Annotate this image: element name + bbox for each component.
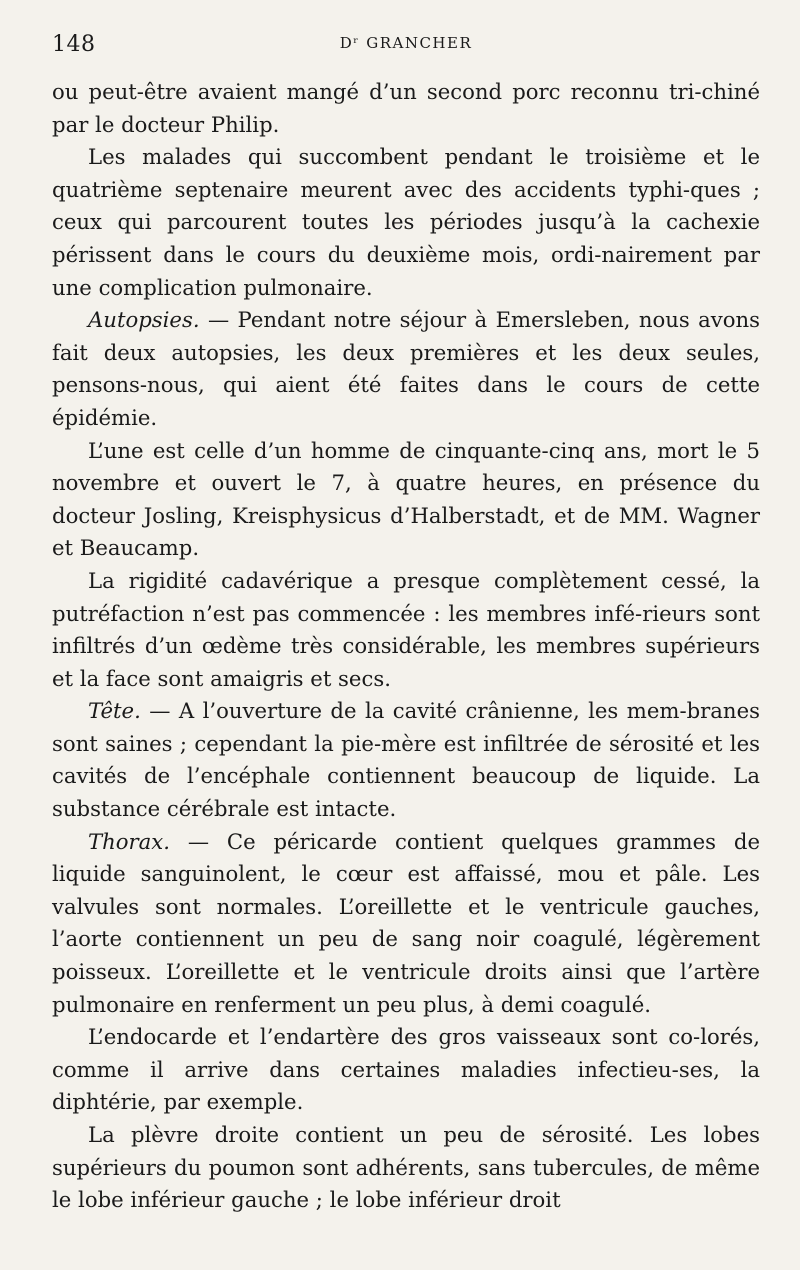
paragraph	[52, 1021, 760, 1119]
section-lead: Thorax.	[88, 828, 170, 854]
paragraph-text: Les malades qui succombent pendant le troisième et le quatrième septenaire meurent avec des accidents typhi-ques ; ceux qui parcourent toutes les périodes jusqu’à la cachexie périssent dans le cours du deuxième mois, ordi-nairement par une complication pulmonaire.	[52, 144, 760, 300]
paragraph-text: La plèvre droite contient un peu de sérosité. Les lobes supérieurs du poumon sont adhérents, sans tubercules, de même le lobe inférieur gauche ; le lobe inférieur droit	[52, 1122, 760, 1213]
paragraph	[52, 141, 760, 304]
body-text	[52, 76, 760, 1217]
paragraph	[52, 304, 760, 434]
paragraph-text: L’une est celle d’un homme de cinquante-cinq ans, mort le 5 novembre et ouvert le 7, à quatre heures, en présence du docteur Josling, Kreisphysicus d’Halberstadt, et de MM. Wagner et Beaucamp.	[52, 437, 760, 561]
paragraph	[52, 435, 760, 565]
running-title: Dʳ GRANCHER	[339, 34, 473, 52]
running-head	[52, 30, 760, 70]
paragraph	[52, 76, 760, 141]
paragraph-text: — Pendant notre séjour à Emersleben, nous avons fait deux autopsies, les deux premières et les deux seules, pensons-nous, qui aient été faites dans le cours de cette épidémie.	[52, 307, 760, 430]
paragraph-text: — Ce péricarde contient quelques grammes de liquide sanguinolent, le cœur est affaissé, mou et pâle. Les valvules sont normales. L’oreillette et le ventricule gauches, l’aorte contiennent un peu de sang noir coagulé, légèrement poisseux. L’oreillette et le ventricule droits ainsi que l’artère pulmonaire en renferment un peu plus, à demi coagulé.	[52, 828, 760, 1017]
paragraph	[52, 826, 760, 1022]
section-lead: Autopsies.	[88, 307, 200, 333]
paragraph	[52, 565, 760, 695]
paragraph-text: — A l’ouverture de la cavité crânienne, les mem-branes sont saines ; cependant la pie-mère est infiltrée de sérosité et les cavités de l’encéphale contiennent beaucoup de liquide. La substance cérébrale est intacte.	[52, 698, 760, 822]
paragraph	[52, 695, 760, 825]
section-lead: Tête.	[88, 698, 141, 724]
paragraph-text: La rigidité cadavérique a presque complètement cessé, la putréfaction n’est pas commencée : les membres infé-rieurs sont infiltrés d’un œdème très considérable, les membres supérieurs et la face sont amaigris et secs.	[52, 567, 760, 691]
paragraph-text: ou peut-être avaient mangé d’un second porc reconnu tri-chiné par le docteur Philip.	[52, 79, 760, 137]
paragraph	[52, 1119, 760, 1217]
paragraph-text: L’endocarde et l’endartère des gros vaisseaux sont co-lorés, comme il arrive dans certaines maladies infectieu-ses, la diphtérie, par exemple.	[52, 1024, 760, 1115]
page-number: 148	[52, 32, 96, 57]
